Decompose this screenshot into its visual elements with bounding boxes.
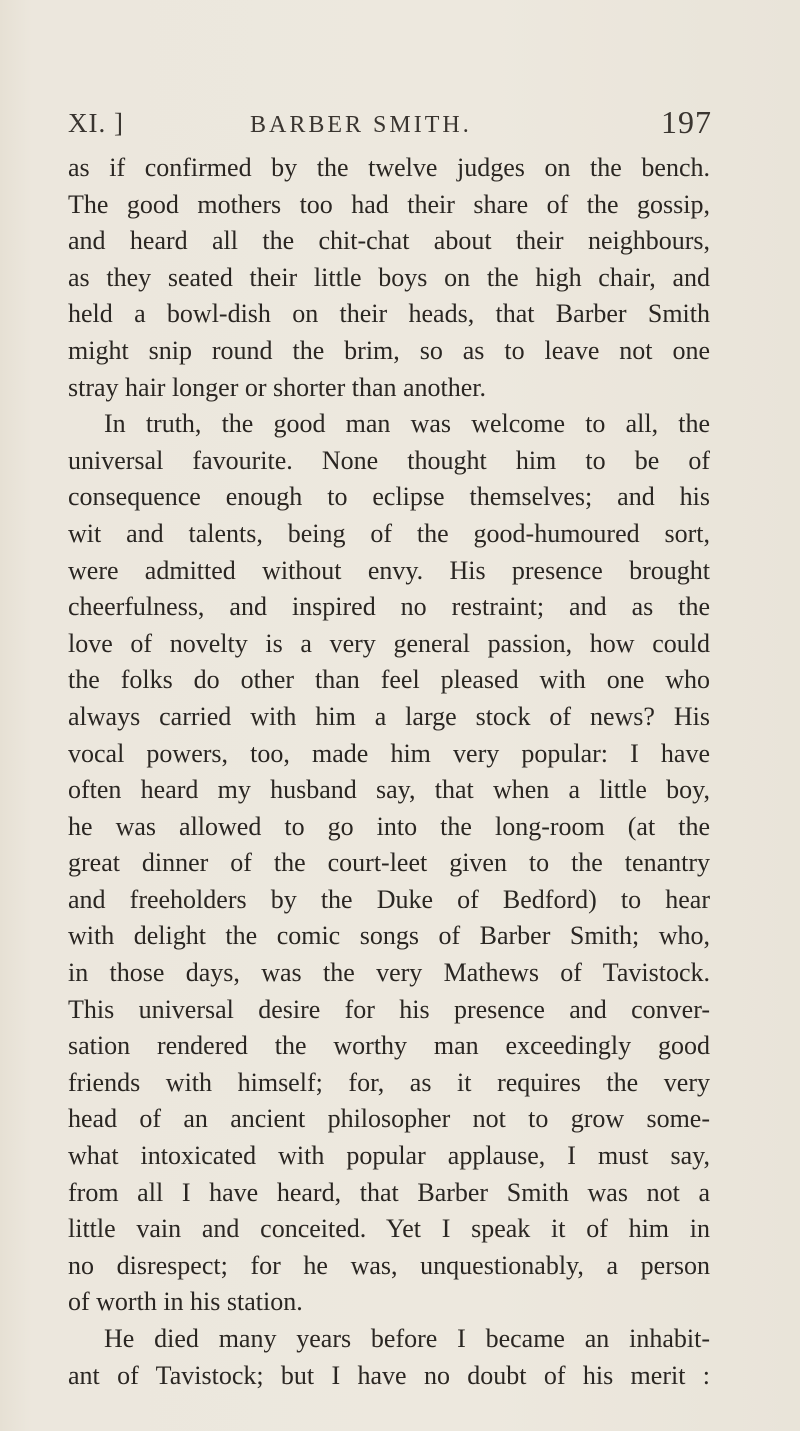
paragraph-first-line: He died many years before I became an inhabit- [104, 1324, 710, 1353]
text-line: as if confirmed by the twelve judges on the bench. [68, 153, 710, 182]
text-line: head of an ancient philosopher not to grow some- [68, 1104, 710, 1134]
text-line: sation rendered the worthy man exceedingly good [68, 1031, 710, 1061]
chapter-number: XI. ] [68, 108, 124, 138]
text-line: might snip round the brim, so as to leave not one [68, 335, 710, 365]
text-line: held a bowl-dish on their heads, that Barber Smith [68, 299, 710, 329]
text-line: universal favourite. None thought him to be of [68, 445, 710, 475]
text-line: and freeholders by the Duke of Bedford) to hear [68, 884, 710, 914]
text-line: The good mothers too had their share of the gossip, [68, 189, 710, 219]
running-title: BARBER SMITH. [250, 112, 472, 138]
text-line: great dinner of the court-leet given to the tenantry [68, 848, 710, 878]
text-line: the folks do other than feel pleased with one who [68, 665, 710, 695]
text-line: from all I have heard, that Barber Smith was not a [68, 1177, 710, 1207]
text-line: he was allowed to go into the long-room (at the [68, 811, 710, 841]
text-line: love of novelty is a very general passion, how could [68, 628, 710, 658]
text-line: This universal desire for his presence and conver- [68, 994, 710, 1024]
text-line: consequence enough to eclipse themselves; and his [68, 482, 710, 512]
text-line: always carried with him a large stock of news? His [68, 701, 710, 731]
text-line: in those days, was the very Mathews of Tavistock. [68, 958, 710, 988]
paragraph-first-line: In truth, the good man was welcome to all, the [104, 409, 710, 439]
text-line: and heard all the chit-chat about their neighbours, [68, 226, 710, 256]
text-line: with delight the comic songs of Barber Smith; who, [68, 921, 710, 951]
text-line: wit and talents, being of the good-humoured sort, [68, 518, 710, 548]
text-line: were admitted without envy. His presence brought [68, 555, 710, 585]
text-line: ant of Tavistock; but I have no doubt of his merit : [68, 1360, 710, 1390]
text-line: no disrespect; for he was, unquestionably, a person [68, 1250, 710, 1280]
text-line: what intoxicated with popular applause, I must say, [68, 1141, 710, 1171]
text-line: as they seated their little boys on the high chair, and [68, 262, 710, 292]
text-line: of worth in his station. [68, 1287, 303, 1317]
text-line: friends with himself; for, as it requires the very [68, 1067, 710, 1097]
text-line: stray hair longer or shorter than another. [68, 372, 487, 402]
text-line: little vain and conceited. Yet I speak it of him in [68, 1214, 710, 1244]
running-header [68, 104, 712, 148]
text-line: vocal powers, too, made him very popular: I have [68, 738, 710, 768]
body-text [68, 150, 710, 1394]
text-line: cheerfulness, and inspired no restraint; and as the [68, 592, 710, 622]
page-number: 197 [661, 104, 712, 140]
text-line: often heard my husband say, that when a little boy, [68, 775, 710, 805]
